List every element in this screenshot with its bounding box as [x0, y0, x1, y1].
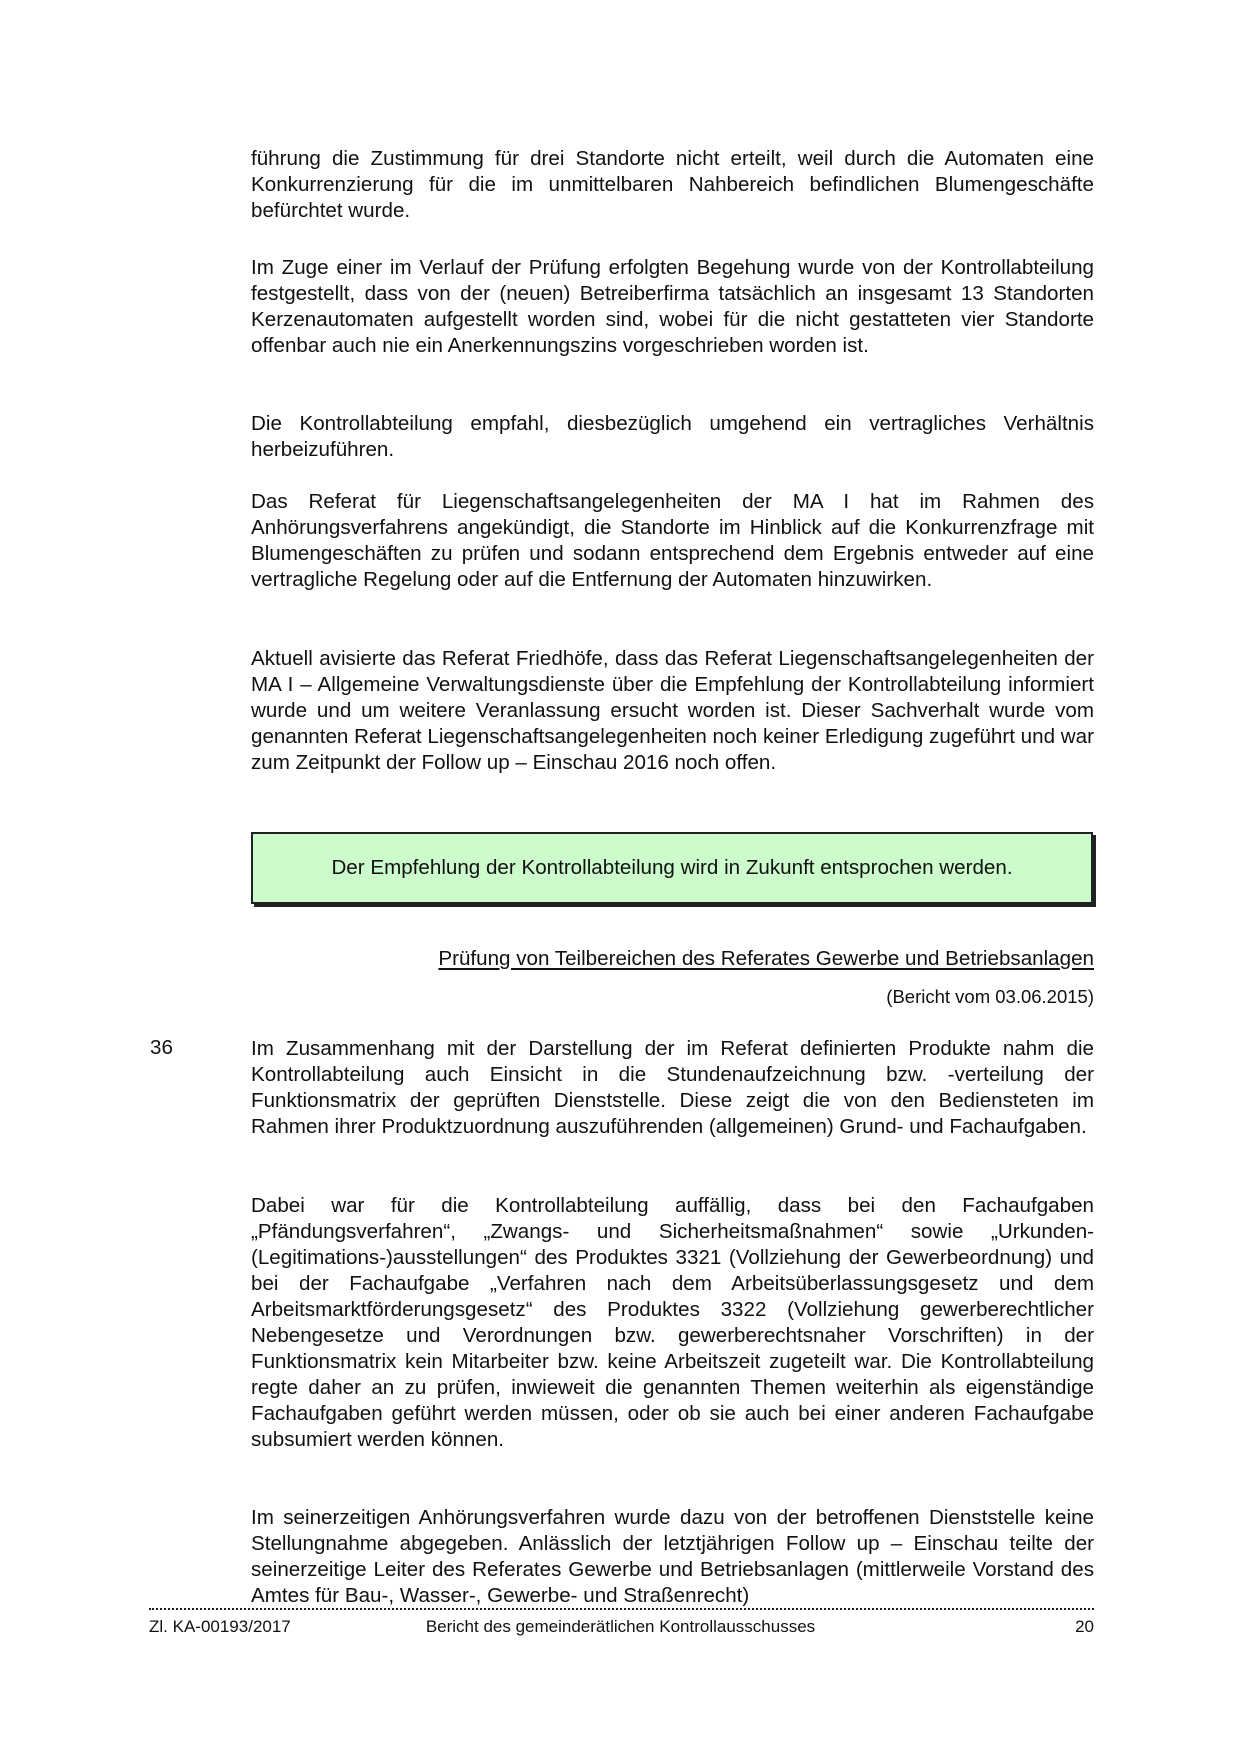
paragraph-5: Aktuell avisierte das Referat Friedhöfe, dass das Referat Liegenschaftsangelegenheiten der MA I – Allgemeine Verwaltungsdienste über die Empfehlung der Kontrollabteilung informiert wurde und um weitere Veranlassung ersucht worden ist. Dieser Sachverhalt wurde vom genannten Referat Liegenschaftsangelegenheiten noch keiner Erledigung zugeführt und war zum Zeitpunkt der Follow up – Einschau 2016 noch offen.	[251, 647, 1094, 774]
item-number: 36	[150, 1036, 173, 1059]
page-number: 20	[1075, 1617, 1094, 1636]
report-date: (Bericht vom 03.06.2015)	[886, 986, 1094, 1007]
recommendation-text: Der Empfehlung der Kontrollabteilung wird in Zukunft entsprochen werden.	[331, 856, 1013, 879]
footer-divider	[149, 1608, 1094, 1610]
paragraph-2: Im Zuge einer im Verlauf der Prüfung erfolgten Begehung wurde von der Kontrollabteilung festgestellt, dass von der (neuen) Betreiberfirma tatsächlich an insgesamt 13 Standorten Kerzenautomaten aufgestellt worden sind, wobei für die nicht gestatteten vier Standorte offenbar auch nie ein Anerkennungszins vorgeschrieben worden ist.	[251, 256, 1094, 357]
paragraph-6: Im Zusammenhang mit der Darstellung der im Referat definierten Produkte nahm die Kontrollabteilung auch Einsicht in die Stundenaufzeichnung bzw. -verteilung der Funktionsmatrix der geprüften Dienststelle. Diese zeigt die von den Bediensteten im Rahmen ihrer Produktzuordnung auszuführenden (allgemeinen) Grund- und Fachaufgaben.	[251, 1037, 1094, 1138]
paragraph-7: Dabei war für die Kontrollabteilung auffällig, dass bei den Fachaufgaben „Pfändungsverfahren“, „Zwangs- und Sicherheitsmaßnahmen“ sowie „Urkunden-(Legitimations-)ausstellungen“ des Produktes 3321 (Vollziehung der Gewerbeordnung) und bei der Fachaufgabe „Verfahren nach dem Arbeitsüberlassungsgesetz und dem Arbeitsmarktförderungsgesetz“ des Produktes 3322 (Vollziehung gewerberechtlicher Nebengesetze und Verordnungen bzw. gewerberechtsnaher Vorschriften) in der Funktionsmatrix kein Mitarbeiter bzw. keine Arbeitszeit zugeteilt war. Die Kontrollabteilung regte daher an zu prüfen, inwieweit die genannten Themen weiterhin als eigenständige Fachaufgaben geführt werden müssen, oder ob sie auch bei einer anderen Fachaufgabe subsumiert werden können.	[251, 1194, 1094, 1451]
paragraph-1: führung die Zustimmung für drei Standorte nicht erteilt, weil durch die Automaten eine Konkurrenzierung für die im unmittelbaren Nahbereich befindlichen Blumengeschäfte befürchtet wurde.	[251, 147, 1094, 222]
footer-reference: Zl. KA-00193/2017	[149, 1617, 291, 1636]
recommendation-box	[251, 832, 1093, 904]
paragraph-8: Im seinerzeitigen Anhörungsverfahren wurde dazu von der betroffenen Dienststelle keine Stellungnahme abgegeben. Anlässlich der letztjährigen Follow up – Einschau teilte der seinerzeitige Leiter des Referates Gewerbe und Betriebsanlagen (mittlerweile Vorstand des Amtes für Bau-, Wasser-, Gewerbe- und Straßenrecht)	[251, 1506, 1094, 1607]
paragraph-4: Das Referat für Liegenschaftsangelegenheiten der MA I hat im Rahmen des Anhörungsverfahrens angekündigt, die Standorte im Hinblick auf die Konkurrenzfrage mit Blumengeschäften zu prüfen und sodann entsprechend dem Ergebnis entweder auf eine vertragliche Regelung oder auf die Entfernung der Automaten hinzuwirken.	[251, 490, 1094, 591]
section-title: Prüfung von Teilbereichen des Referates Gewerbe und Betriebsanlagen	[438, 947, 1094, 970]
paragraph-3: Die Kontrollabteilung empfahl, diesbezüglich umgehend ein vertragliches Verhältnis herbeizuführen.	[251, 412, 1094, 461]
footer-title: Bericht des gemeinderätlichen Kontrollausschusses	[425, 1617, 816, 1636]
